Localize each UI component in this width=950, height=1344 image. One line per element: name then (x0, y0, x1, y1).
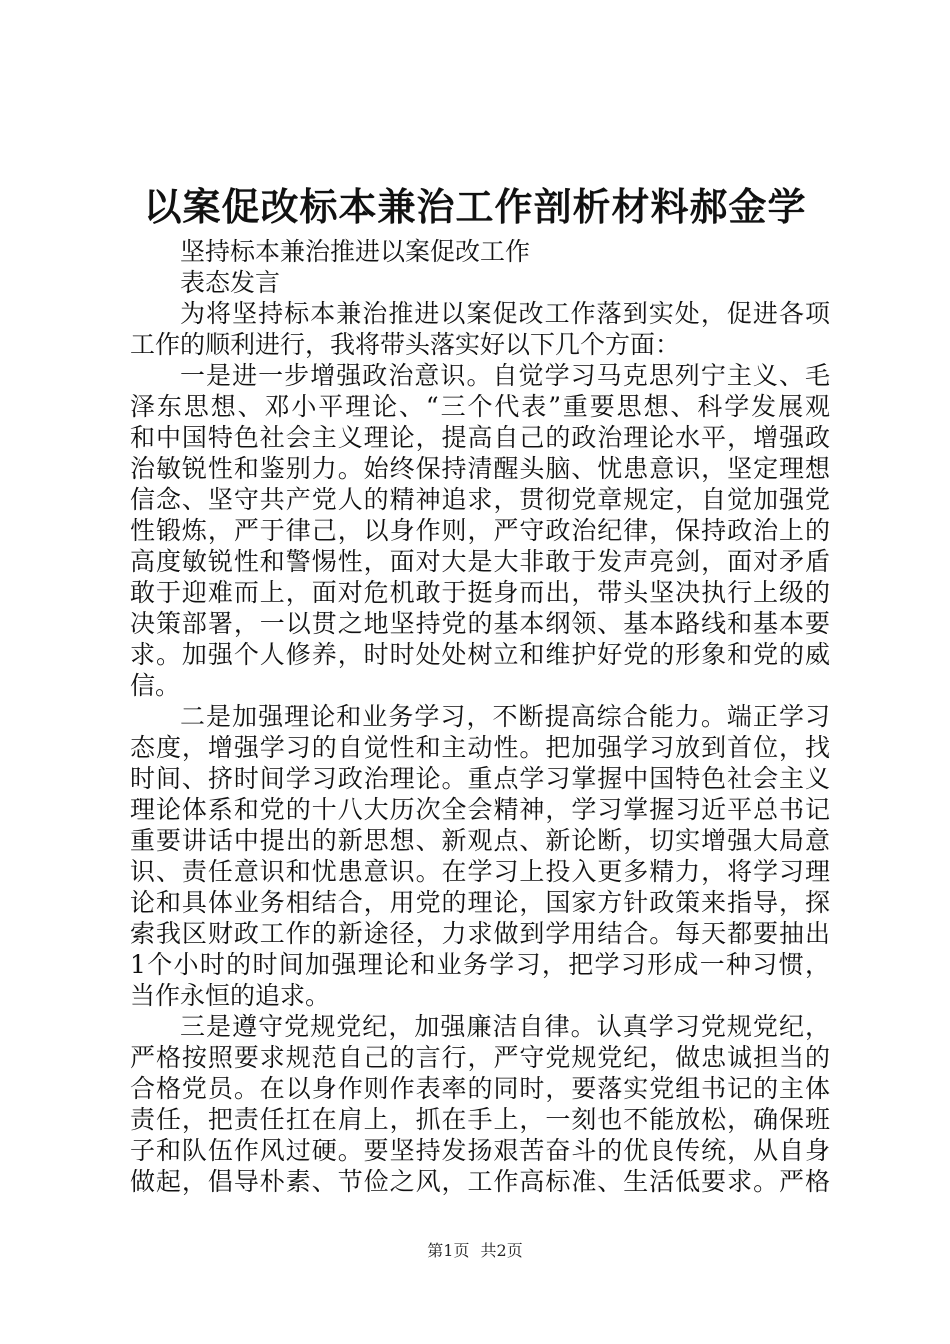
text-line: 信念、坚守共产党人的精神追求，贯彻党章规定，自觉加强党 (130, 485, 830, 514)
text-line: 索我区财政工作的新途径，力求做到学用结合。每天都要抽出 (130, 919, 830, 948)
text-line: 时间、挤时间学习政治理论。重点学习掌握中国特色社会主义 (130, 764, 830, 793)
text-line: 和中国特色社会主义理论，提高自己的政治理论水平，增强政 (130, 423, 830, 452)
text-line: 严格按照要求规范自己的言行，严守党规党纪，做忠诚担当的 (130, 1043, 830, 1072)
text-line: 信。 (130, 671, 181, 700)
text-line: 治敏锐性和鉴别力。始终保持清醒头脑、忧患意识，坚定理想 (130, 454, 830, 483)
text-line: 求。加强个人修养，时时处处树立和维护好党的形象和党的威 (130, 640, 830, 669)
document-body (130, 236, 830, 1197)
text-line: 性锻炼，严于律己，以身作则，严守政治纪律，保持政治上的 (130, 516, 830, 545)
text-line: 泽东思想、邓小平理论、“三个代表”重要思想、科学发展观 (130, 392, 830, 421)
text-line: 为将坚持标本兼治推进以案促改工作落到实处，促进各项 (180, 299, 830, 328)
text-line: 坚持标本兼治推进以案促改工作 (180, 237, 531, 266)
text-line: 做起，倡导朴素、节俭之风，工作高标准、生活低要求。严格 (130, 1167, 830, 1196)
page-footer (0, 1241, 950, 1261)
text-line: 1个小时的时间加强理论和业务学习，把学习形成一种习惯， (130, 950, 830, 979)
text-line: 一是进一步增强政治意识。自觉学习马克思列宁主义、毛 (180, 361, 830, 390)
text-line: 当作永恒的追求。 (130, 981, 331, 1010)
text-line: 表态发言 (180, 268, 281, 297)
text-line: 识、责任意识和忧患意识。在学习上投入更多精力，将学习理 (130, 857, 830, 886)
text-line: 三是遵守党规党纪，加强廉洁自律。认真学习党规党纪， (180, 1012, 830, 1041)
document-title: 以案促改标本兼治工作剖析材料郝金学 (143, 184, 807, 229)
text-line: 高度敏锐性和警惕性，面对大是大非敢于发声亮剑，面对矛盾 (130, 547, 830, 576)
text-line: 二是加强理论和业务学习，不断提高综合能力。端正学习 (180, 702, 830, 731)
text-line: 责任，把责任扛在肩上，抓在手上，一刻也不能放松，确保班 (130, 1105, 830, 1134)
page-total: 共2页 (480, 1241, 523, 1260)
text-line: 理论体系和党的十八大历次全会精神，学习掌握习近平总书记 (130, 795, 830, 824)
text-line: 论和具体业务相结合，用党的理论，国家方针政策来指导，探 (130, 888, 830, 917)
text-line: 子和队伍作风过硬。要坚持发扬艰苦奋斗的优良传统，从自身 (130, 1136, 830, 1165)
text-line: 重要讲话中提出的新思想、新观点、新论断，切实增强大局意 (130, 826, 830, 855)
text-line: 决策部署，一以贯之地坚持党的基本纲领、基本路线和基本要 (130, 609, 830, 638)
page-number: 第1页 (427, 1241, 470, 1260)
text-line: 合格党员。在以身作则作表率的同时，要落实党组书记的主体 (130, 1074, 830, 1103)
text-line: 敢于迎难而上，面对危机敢于挺身而出，带头坚决执行上级的 (130, 578, 830, 607)
text-line: 工作的顺利进行，我将带头落实好以下几个方面： (130, 330, 681, 359)
text-line: 态度，增强学习的自觉性和主动性。把加强学习放到首位，找 (130, 733, 830, 762)
